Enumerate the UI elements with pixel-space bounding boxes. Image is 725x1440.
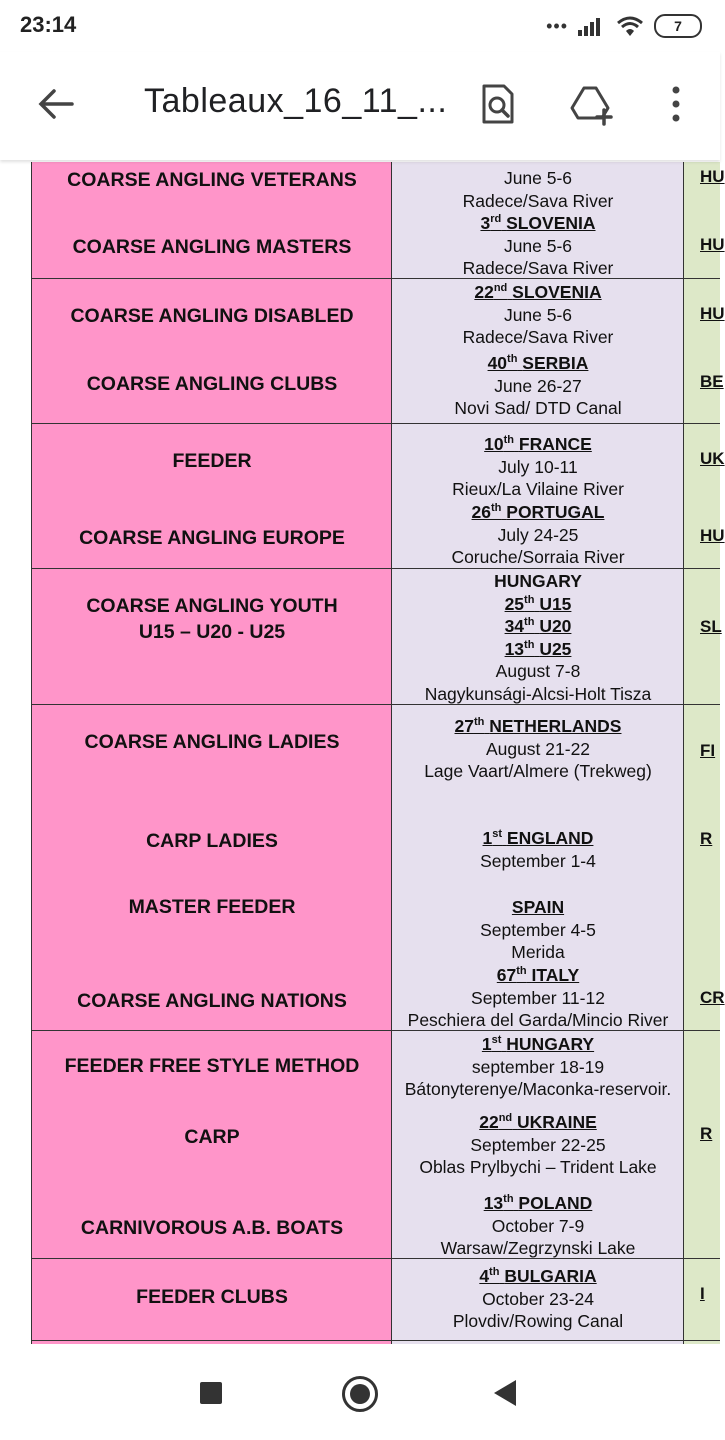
row-divider (32, 423, 720, 424)
event-name: COARSE ANGLING NATIONS (77, 990, 347, 1012)
venue-block (392, 501, 684, 569)
venue-place: Radece/Sava River (462, 190, 614, 211)
home-icon[interactable] (342, 1376, 378, 1412)
document-viewer[interactable] (0, 162, 725, 1344)
event-name: COARSE ANGLING YOUTH (86, 595, 338, 617)
venue-country: 3rd SLOVENIA (480, 213, 596, 233)
venue-country: SPAIN (511, 897, 565, 917)
venue-country: 4th BULGARIA (479, 1266, 597, 1286)
event-name: CARP LADIES (146, 830, 278, 852)
venue-place: Radece/Sava River (462, 258, 614, 278)
event-name: MASTER FEEDER (128, 896, 296, 918)
organizer-cell: I (700, 1284, 705, 1303)
venue-date: August 21-22 (485, 738, 591, 759)
wifi-icon (616, 15, 644, 37)
organizer-cell: HU (700, 235, 725, 254)
venue-place: Radece/Sava River (462, 327, 614, 347)
venue-country: 1st ENGLAND (482, 828, 594, 848)
venue-country: 67th ITALY (496, 965, 580, 985)
venue-date: September 11-12 (471, 987, 605, 1008)
venue-block (392, 1111, 684, 1179)
venue-country: 27th NETHERLANDS (454, 716, 622, 736)
venue-place: Nagykunsági-Alcsi-Holt Tisza (424, 683, 652, 704)
venue-date: June 5-6 (503, 304, 573, 325)
back-arrow-icon[interactable] (34, 82, 78, 126)
venue-place: Coruche/Sorraia River (451, 547, 625, 567)
back-triangle-icon[interactable] (494, 1380, 516, 1406)
venue-block (392, 433, 684, 501)
venue-place: Bátonyterenye/Maconka-reservoir. (404, 1079, 672, 1099)
venue-block (392, 715, 684, 783)
event-name: COARSE ANGLING MASTERS (72, 236, 352, 258)
more-options-icon[interactable] (654, 82, 698, 126)
document-title: Tableaux_16_11_... (144, 82, 448, 120)
event-name: CARP (184, 1126, 240, 1148)
event-name: COARSE ANGLING DISABLED (70, 305, 354, 327)
find-in-document-icon[interactable] (476, 82, 520, 126)
venue-date: september 18-19 (471, 1056, 605, 1077)
venue-date: June 5-6 (503, 235, 573, 256)
navigation-bar (0, 1344, 720, 1440)
venue-place: Rieux/La Vilaine River (452, 479, 624, 499)
venue-place: Peschiera del Garda/Mincio River (407, 1010, 669, 1030)
venue-country: 22nd SLOVENIA (474, 282, 602, 302)
organizer-cell: BE (700, 372, 724, 391)
event-name: FEEDER (172, 450, 252, 472)
venue-block (392, 212, 684, 280)
event-name: FEEDER FREE STYLE METHOD (64, 1055, 360, 1077)
venue-date: June 5-6 (503, 168, 573, 188)
add-to-drive-icon[interactable] (570, 82, 614, 126)
row-divider (32, 1340, 720, 1341)
app-bar (0, 52, 720, 160)
venue-date: July 10-11 (498, 456, 578, 477)
venue-block (392, 281, 684, 349)
event-name: FEEDER CLUBS (136, 1286, 288, 1308)
organizer-cell: R (700, 1124, 713, 1143)
venue-block (392, 1192, 684, 1260)
venue-place: Lage Vaart/Almere (Trekweg) (424, 761, 652, 781)
organizer-cell: HU (700, 167, 725, 186)
venue-date: July 24-25 (497, 524, 579, 545)
venue-country: HUNGARY (494, 571, 582, 591)
venue-category: 25th U15 (504, 593, 572, 614)
organizer-cell: HU (700, 526, 725, 545)
venue-block (392, 1265, 684, 1333)
event-name: U15 – U20 - U25 (138, 621, 286, 643)
venue-date: September 22-25 (470, 1134, 606, 1155)
venue-date: October 23-24 (482, 1288, 594, 1309)
battery-icon: 7 (654, 14, 702, 38)
venue-place: Novi Sad/ DTD Canal (454, 398, 622, 418)
venue-block (392, 352, 684, 420)
venue-date: June 26-27 (494, 375, 582, 396)
event-name: COARSE ANGLING EUROPE (79, 527, 345, 549)
venue-country: 13th POLAND (483, 1193, 593, 1213)
status-time: 23:14 (20, 12, 77, 37)
status-icons (546, 12, 702, 40)
status-bar (0, 0, 720, 52)
organizer-cell: UK (700, 449, 725, 468)
venue-country: 10th FRANCE (484, 434, 592, 454)
venue-block (392, 964, 684, 1032)
venue-block (392, 1033, 684, 1101)
venue-place: Merida (511, 942, 565, 962)
event-name: COARSE ANGLING LADIES (84, 731, 340, 753)
venue-category: 34th U20 (504, 616, 572, 636)
venue-place: Plovdiv/Rowing Canal (452, 1311, 624, 1331)
venue-block (392, 570, 684, 705)
venue-place: Oblas Prylbychi – Trident Lake (419, 1157, 657, 1177)
organizer-cell: R (700, 829, 713, 848)
venue-block (392, 896, 684, 964)
cell-signal-icon (578, 16, 606, 36)
venue-date: September 1-4 (480, 850, 596, 871)
venue-date: October 7-9 (491, 1215, 585, 1236)
venue-block (392, 827, 684, 872)
organizer-cell: HU (700, 304, 725, 323)
venue-category: 13th U25 (504, 638, 572, 659)
recent-apps-icon[interactable] (200, 1382, 222, 1404)
venue-country: 1st HUNGARY (481, 1034, 595, 1054)
event-name: COARSE ANGLING CLUBS (86, 373, 338, 395)
event-name: CARNIVOROUS A.B. BOATS (80, 1217, 344, 1239)
venue-country: 40th SERBIA (487, 353, 589, 373)
event-name: COARSE ANGLING VETERANS (67, 169, 357, 191)
organizer-cell: FI (700, 741, 716, 760)
venue-block (392, 167, 684, 212)
signal-dots: ••• (546, 15, 568, 36)
venue-country: 26th PORTUGAL (471, 502, 605, 522)
venue-date: September 4-5 (480, 919, 596, 940)
venue-place: Warsaw/Zegrzynski Lake (440, 1238, 636, 1258)
organizer-cell: CR (700, 988, 725, 1007)
organizer-cell: SL (700, 617, 722, 636)
venue-date: August 7-8 (495, 661, 581, 681)
venue-country: 22nd UKRAINE (479, 1112, 597, 1132)
